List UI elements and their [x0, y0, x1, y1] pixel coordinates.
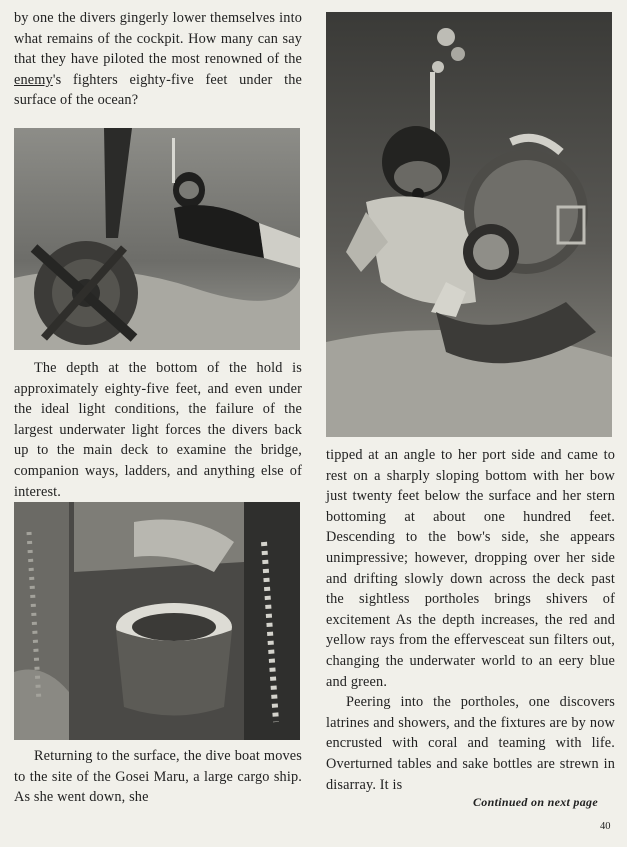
paragraph-cockpit [14, 8, 302, 111]
photo-diver-with-helmet [326, 12, 612, 437]
paragraph-portholes: Peering into the portholes, one discovers latrines and showers, and the fixtures are by now encrusted with coral and teaming with life. Overturned tables and sake bottles are strewn in disarray. It is [326, 694, 615, 793]
left-column-bottom [14, 746, 302, 808]
left-column [14, 8, 302, 111]
text-run: by one the divers gingerly lower themselves into what remains of the cockpit. How many can say that they have piloted the most renowned of the [14, 10, 302, 68]
paragraph-descent: tipped at an angle to her port side and came to rest on a sharply sloping bottom with her bow just twenty feet below the surface and her stern bottoming at about one hundred feet. Descending to the bow's side, she appears unimpressive; however, dropping over her side and drifting slowly down across the deck past the sightless portholes brings shivers of excitement As the depth increases, the red and yellow rays from the effervesceat sun filters out, changing the underwater world to an eery blue and green. [326, 447, 615, 690]
photo-encrusted-fixture [14, 502, 300, 740]
right-column [326, 445, 615, 795]
left-column-middle [14, 358, 302, 502]
photo-diver-aircraft-wreck [14, 128, 300, 350]
text-run: 's fighters eighty-five feet under the surface of the ocean? [14, 71, 302, 109]
underlined-word: enemy [14, 71, 53, 88]
continued-on-next-page[interactable]: Continued on next page [473, 795, 598, 809]
paragraph-hold-depth: The depth at the bottom of the hold is approximately eighty-five feet, and even under the ideal light conditions, the failure of the largest underwater light forces the divers back up to the main deck to examine the bridge, companion ways, ladders, and anything else of interest. [14, 360, 302, 500]
page-number: 40 [600, 821, 611, 832]
paragraph-gosei-maru: Returning to the surface, the dive boat moves to the site of the Gosei Maru, a large cargo ship. As she went down, she [14, 748, 302, 806]
